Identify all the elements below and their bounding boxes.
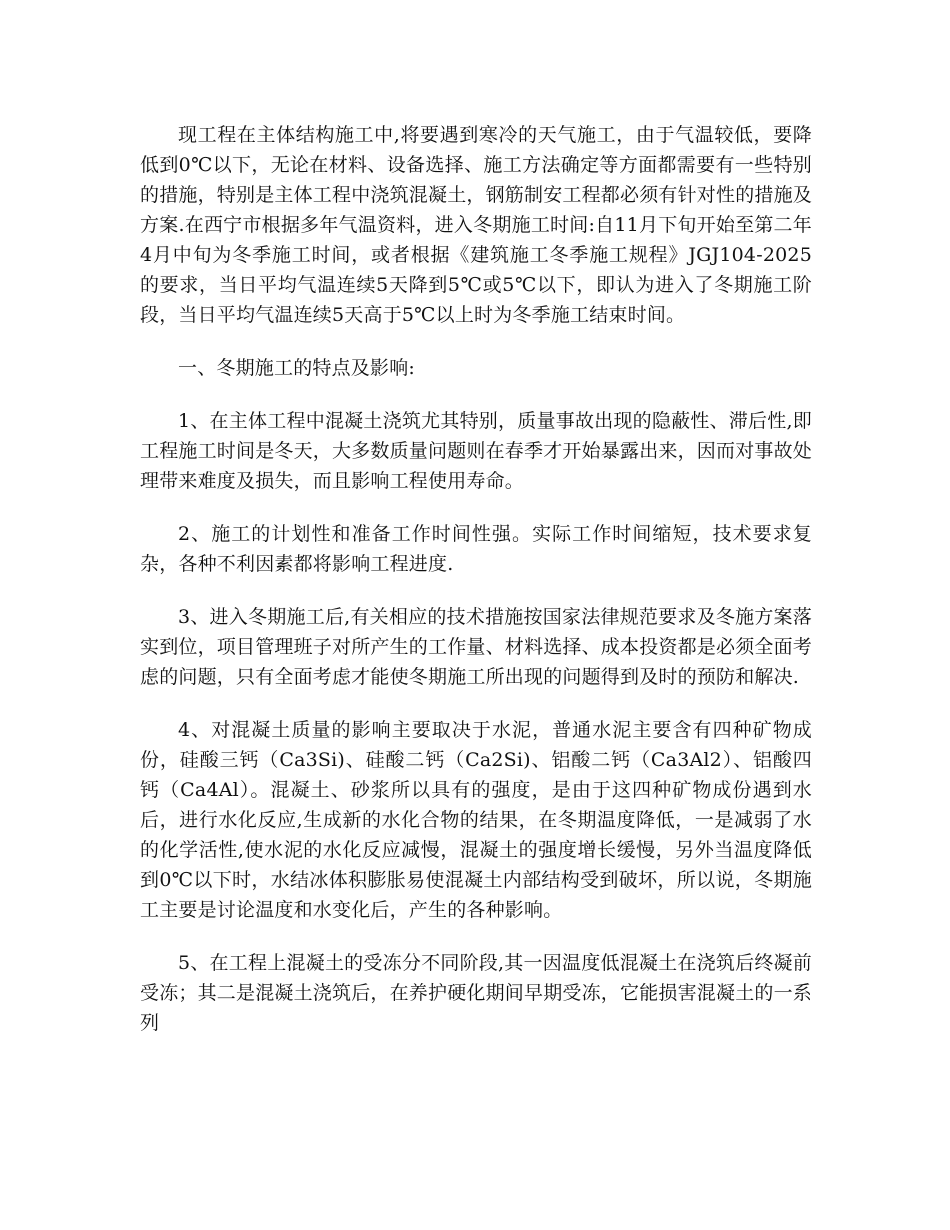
section-heading: 一、冬期施工的特点及影响: bbox=[178, 357, 416, 379]
document-body bbox=[140, 120, 812, 1061]
point-3-paragraph: 3、进入冬期施工后,有关相应的技术措施按国家法律规范要求及冬施方案落实到位，项目管理班子对所产生的工作量、材料选择、成本投资都是必须全面考虑的问题，只有全面考虑才能使冬期施工所出现的问题得到及时的预防和解决. bbox=[140, 606, 813, 688]
point-1-paragraph: 1、在主体工程中混凝土浇筑尤其特别，质量事故出现的隐蔽性、滞后性,即工程施工时间是冬天，大多数质量问题则在春季才开始暴露出来，因而对事故处理带来难度及损失，而且影响工程使用寿命。 bbox=[140, 410, 813, 492]
point-2-paragraph: 2、施工的计划性和准备工作时间性强。实际工作时间缩短，技术要求复杂，各种不利因素都将影响工程进度. bbox=[140, 523, 812, 575]
point-4-paragraph: 4、对混凝土质量的影响主要取决于水泥，普通水泥主要含有四种矿物成份，硅酸三钙（Ca3Si)、硅酸二钙（Ca2Si)、铝酸二钙（Ca3Al2）、铝酸四钙（Ca4Al）。混凝土、砂浆所以具有的强度，是由于这四种矿物成份遇到水后，进行水化反应,生成新的水化合物的结果，在冬期温度降低，一是减弱了水的化学活性,使水泥的水化反应减慢，混凝土的强度增长缓慢，另外当温度降低到0℃以下时，水结冰体积膨胀易使混凝土内部结构受到破坏，所以说，冬期施工主要是讨论温度和水变化后，产生的各种影响。 bbox=[140, 719, 812, 921]
intro-paragraph: 现工程在主体结构施工中,将要遇到寒冷的天气施工，由于气温较低，要降低到0℃以下，无论在材料、设备选择、施工方法确定等方面都需要有一些特别的措施，特别是主体工程中浇筑混凝土，钢筋制安工程都必须有针对性的措施及方案.在西宁市根据多年气温资料，进入冬期施工时间:自11月下旬开始至第二年4月中旬为冬季施工时间，或者根据《建筑施工冬季施工规程》JGJ104-2025的要求，当日平均气温连续5天降到5℃或5℃以下，即认为进入了冬期施工阶段，当日平均气温连续5天高于5℃以上时为冬季施工结束时间。 bbox=[140, 124, 813, 326]
point-5-paragraph: 5、在工程上混凝土的受冻分不同阶段,其一因温度低混凝土在浇筑后终凝前受冻；其二是混凝土浇筑后，在养护硬化期间早期受冻，它能损害混凝土的一系列 bbox=[140, 952, 813, 1034]
